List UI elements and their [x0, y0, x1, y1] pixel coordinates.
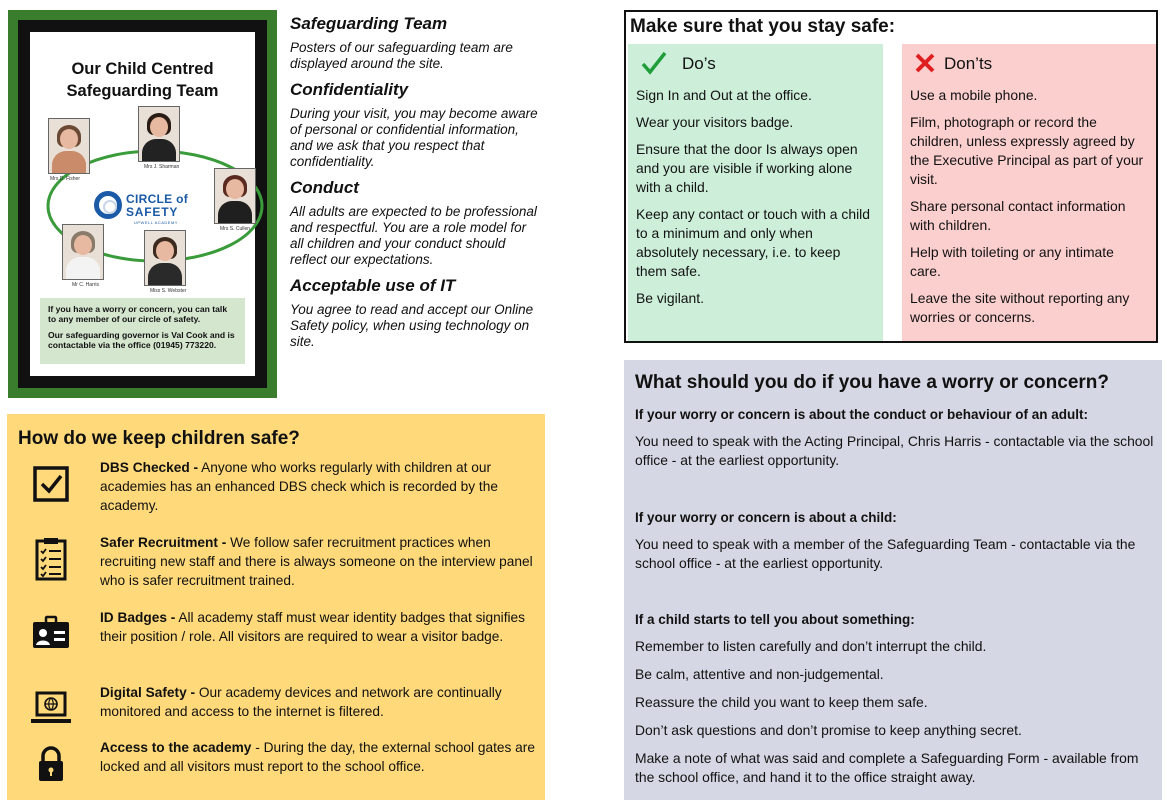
photo-member-1	[48, 118, 90, 174]
member-caption-2: Mrs J. Sharman	[144, 164, 180, 170]
item-digital-text: Digital Safety - Our academy devices and network are continually monitored and access to the internet is filtered.	[100, 685, 502, 719]
do-item: Wear your visitors badge.	[636, 114, 794, 130]
stay-safe-title: Make sure that you stay safe:	[630, 16, 896, 37]
poster-title-line1: Our Child Centred	[71, 60, 214, 78]
checklist-icon	[29, 537, 73, 581]
dont-item: Help with toileting or any intimate care.	[910, 244, 1114, 279]
section-text-confidentiality: During your visit, you may become aware of personal or confidential information, and we ask that you respect that confidentiality.	[290, 106, 538, 169]
section-title-conduct: Conduct	[290, 178, 359, 197]
poster-title-line2: Safeguarding Team	[66, 82, 219, 100]
disclosure-step: Make a note of what was said and complete a Safeguarding Form - available from the school office, and hand it to the office straight away.	[635, 750, 1139, 785]
disclosure-step: Don’t ask questions and don’t promise to keep anything secret.	[635, 722, 1022, 738]
section-title-confidentiality: Confidentiality	[290, 80, 409, 99]
member-caption-4: Mr C. Harris	[72, 282, 99, 288]
lifebuoy-icon	[94, 191, 122, 219]
do-item: Be vigilant.	[636, 290, 704, 306]
disclosure-step: Remember to listen carefully and don’t interrupt the child.	[635, 638, 987, 654]
dont-item: Film, photograph or record the children, unless expressly agreed by the Executive Principal as part of your visit.	[910, 114, 1144, 187]
worry-title: What should you do if you have a worry or concern?	[635, 372, 1109, 393]
do-item: Keep any contact or touch with a child to a minimum and only when absolutely necessary, i.e. to keep them safe.	[636, 206, 870, 279]
item-recruitment-text: Safer Recruitment - We follow safer recruitment practices when recruiting new staff and there is always someone on the interview panel who is safer recruitment trained.	[100, 535, 533, 588]
poster-info-1: If you have a worry or concern, you can talk to any member of our circle of safety.	[48, 304, 228, 324]
item-dbs-text: DBS Checked - Anyone who works regularly with children at our academies has an enhanced DBS check which is recorded by the academy.	[100, 460, 498, 513]
item-access-text: Access to the academy - During the day, the external school gates are locked and all visitors must report to the school office.	[100, 740, 535, 774]
laptop-globe-icon	[25, 687, 77, 731]
disclosure-step: Be calm, attentive and non-judgemental.	[635, 666, 884, 682]
padlock-icon	[29, 742, 73, 786]
poster-info-box	[40, 298, 245, 364]
photo-member-5	[144, 230, 186, 286]
worry-concern-box	[624, 360, 1162, 800]
section-text-it: You agree to read and accept our Online Safety policy, when using technology on site.	[290, 302, 534, 349]
worry-question-disclosure: If a child starts to tell you about something:	[635, 612, 915, 627]
photo-member-2	[138, 106, 180, 162]
disclosure-step: Reassure the child you want to keep them safe.	[635, 694, 928, 710]
id-badge-icon	[29, 612, 73, 656]
photo-member-4	[62, 224, 104, 280]
photo-member-3	[214, 168, 256, 224]
poster-info-2: Our safeguarding governor is Val Cook and is contactable via the office (01945) 773220.	[48, 330, 235, 350]
poster-title	[30, 58, 255, 102]
logo-text-2: SAFETY	[126, 205, 179, 219]
member-caption-3: Mrs S. Cullen	[220, 226, 251, 232]
keep-safe-box	[7, 414, 545, 800]
item-badges-text: ID Badges - All academy staff must wear identity badges that signifies their position / role. All visitors are required to wear a visitor badge.	[100, 610, 526, 644]
section-text-safeguarding: Posters of our safeguarding team are displayed around the site.	[290, 40, 513, 71]
red-cross-icon	[914, 52, 936, 74]
stay-safe-box	[624, 10, 1158, 343]
poster-content	[30, 32, 255, 376]
worry-answer-adult: You need to speak with the Acting Principal, Chris Harris - contactable via the school office - at the earliest opportunity.	[635, 433, 1154, 468]
donts-column	[902, 44, 1156, 341]
member-caption-1: Mrs D. Fisher	[50, 176, 80, 182]
dos-column	[628, 44, 883, 341]
safeguarding-poster	[8, 10, 277, 398]
green-check-icon	[640, 50, 668, 76]
logo-text-1: CIRCLE of	[126, 192, 189, 206]
dont-item: Share personal contact information with children.	[910, 198, 1126, 233]
logo-text-3: UPWELL ACADEMY	[134, 220, 178, 225]
do-item: Sign In and Out at the office.	[636, 87, 812, 103]
worry-question-adult: If your worry or concern is about the conduct or behaviour of an adult:	[635, 407, 1089, 422]
dont-item: Leave the site without reporting any worries or concerns.	[910, 290, 1130, 325]
member-caption-5: Miss S. Webster	[150, 288, 187, 294]
dont-item: Use a mobile phone.	[910, 87, 1038, 103]
donts-label: Don’ts	[944, 54, 993, 73]
do-item: Ensure that the door Is always open and you are visible if working alone with a child.	[636, 141, 858, 195]
dos-label: Do’s	[682, 54, 716, 73]
poster-frame	[18, 20, 267, 388]
keep-safe-title: How do we keep children safe?	[18, 428, 300, 449]
visitor-info-sections	[290, 14, 540, 358]
section-title-it: Acceptable use of IT	[290, 276, 456, 295]
worry-question-child: If your worry or concern is about a child:	[635, 510, 897, 525]
worry-answer-child: You need to speak with a member of the Safeguarding Team - contactable via the school office - at the earliest opportunity.	[635, 536, 1136, 571]
checkbox-icon	[29, 462, 73, 506]
section-text-conduct: All adults are expected to be professional and respectful. You are a role model for all children and your conduct should reflect our expectations.	[290, 204, 537, 267]
section-title-safeguarding: Safeguarding Team	[290, 14, 448, 33]
